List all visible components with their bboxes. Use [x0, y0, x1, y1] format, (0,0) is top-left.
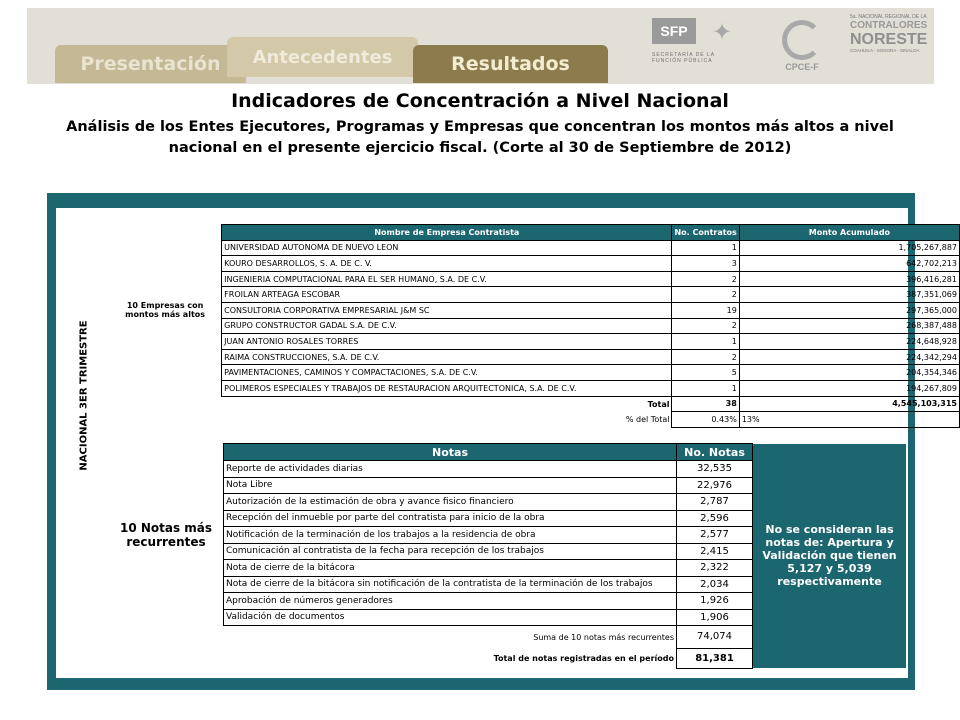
- empresa-count: 2: [672, 287, 739, 303]
- empresa-count: 2: [672, 271, 739, 287]
- notas-sum-label: Suma de 10 notas más recurrentes: [533, 632, 674, 642]
- empresa-count: 3: [672, 256, 739, 272]
- empresa-name: KOURO DESARROLLOS, S. A. DE C. V.: [222, 256, 672, 272]
- notas-header-name: Notas: [224, 444, 677, 461]
- empresa-name: JUAN ANTONIO ROSALES TORRES: [222, 334, 672, 350]
- empresa-name: GRUPO CONSTRUCTOR GADAL S.A. DE C.V.: [222, 318, 672, 334]
- empresas-total-label: Total: [647, 399, 670, 409]
- empresas-pct-amount: 13%: [739, 412, 959, 428]
- empresa-amount: 1,705,267,887: [739, 240, 959, 256]
- table-row: [109, 256, 960, 272]
- empresas-total-count: 38: [672, 396, 739, 412]
- nota-count: 2,322: [677, 560, 753, 577]
- sfp-logo-text: SFP: [652, 18, 696, 44]
- sfp-logo-caption: SECRETARÍA DE LA FUNCIÓN PÚBLICA: [652, 52, 715, 64]
- empresa-count: 1: [672, 334, 739, 350]
- notas-total-label: Total de notas registradas en el período: [493, 653, 674, 663]
- nota-count: 1,906: [677, 609, 753, 626]
- empresa-count: 2: [672, 349, 739, 365]
- notas-side-note: No se consideran las notas de: Apertura y Validación que tienen 5,127 y 5,039 respectivamente: [753, 444, 907, 669]
- table-row: [109, 380, 960, 396]
- nota-count: 32,535: [677, 461, 753, 478]
- nota-name: Autorización de la estimación de obra y avance fisico financiero: [224, 494, 677, 511]
- page-subtitle: Análisis de los Entes Ejecutores, Programas y Empresas que concentran los montos más altos a nivel nacional en el presente ejercicio fiscal. (Corte al 30 de Septiembre de 2012): [66, 119, 894, 156]
- nota-name: Notificación de la terminación de los trabajos a la residencia de obra: [224, 527, 677, 544]
- nota-count: 2,596: [677, 510, 753, 527]
- empresa-name: FROILAN ARTEAGA ESCOBAR: [222, 287, 672, 303]
- table-row: [109, 349, 960, 365]
- notas-header-count: No. Notas: [677, 444, 753, 461]
- empresa-name: PAVIMENTACIONES, CAMINOS Y COMPACTACIONES, S.A. DE C.V.: [222, 365, 672, 381]
- contralores-line-a: 5a. NACIONAL REGIONAL DE LA: [850, 14, 927, 20]
- empresa-name: UNIVERSIDAD AUTONOMA DE NUEVO LEON: [222, 240, 672, 256]
- empresa-amount: 268,387,488: [739, 318, 959, 334]
- empresas-pct-count: 0.43%: [672, 412, 739, 428]
- eagle-icon: ✦: [711, 19, 733, 46]
- table-row: [109, 287, 960, 303]
- contralores-line-b: CONTRALORES: [850, 20, 928, 31]
- notas-table: [109, 443, 906, 669]
- contralores-line-c: NORESTE: [850, 31, 928, 48]
- nota-count: 2,787: [677, 494, 753, 511]
- empresa-amount: 387,351,069: [739, 287, 959, 303]
- empresa-name: INGENIERIA COMPUTACIONAL PARA EL SER HUMANO, S.A. DE C.V.: [222, 271, 672, 287]
- contralores-noreste-logo: [850, 14, 934, 80]
- notas-category: 10 Notas más recurrentes: [109, 444, 224, 626]
- vertical-label-text: NACIONAL 3ER TRIMESTRE: [78, 319, 90, 471]
- empresa-name: POLIMEROS ESPECIALES Y TRABAJOS DE RESTAURACION ARQUITECTONICA, S.A. DE C.V.: [222, 380, 672, 396]
- empresa-amount: 396,416,281: [739, 271, 959, 287]
- empresas-total-row: [109, 396, 960, 412]
- empresas-header-count: No. Contratos: [672, 225, 739, 241]
- empresas-header-amount: Monto Acumulado: [739, 225, 959, 241]
- tab-antecedentes[interactable]: Antecedentes: [227, 37, 418, 77]
- nota-name: Recepción del inmueble por parte del contratista para inicio de la obra: [224, 510, 677, 527]
- sfp-logo: [652, 18, 746, 78]
- nota-name: Nota de cierre de la bitácora sin notificación de la contratista de la terminación de los trabajos: [224, 576, 677, 593]
- table-row: [109, 365, 960, 381]
- empresa-name: RAIMA CONSTRUCCIONES, S.A. DE C.V.: [222, 349, 672, 365]
- empresas-header-name: Nombre de Empresa Contratista: [222, 225, 672, 241]
- nota-name: Nota de cierre de la bitácora: [224, 560, 677, 577]
- nota-count: 22,976: [677, 477, 753, 494]
- nota-count: 2,034: [677, 576, 753, 593]
- empresa-count: 5: [672, 365, 739, 381]
- empresas-total-amount: 4,545,103,315: [739, 396, 959, 412]
- contralores-line-d: COAHUILA - SONORA - SINALOA: [850, 48, 920, 53]
- empresas-pct-label: % del Total: [625, 414, 670, 424]
- notas-sum-value: 74,074: [677, 626, 753, 649]
- empresa-amount: 204,354,346: [739, 365, 959, 381]
- tab-presentacion[interactable]: Presentación: [55, 45, 246, 83]
- nota-name: Reporte de actividades diarias: [224, 461, 677, 478]
- table-row: [109, 240, 960, 256]
- empresa-amount: 297,365,000: [739, 302, 959, 318]
- cpce-ring-icon: [782, 20, 822, 60]
- empresas-pct-row: [109, 412, 960, 428]
- cpce-logo: [772, 20, 832, 76]
- empresas-table: [109, 224, 960, 428]
- nota-count: 2,577: [677, 527, 753, 544]
- table-row: [109, 318, 960, 334]
- notas-total-value: 81,381: [677, 648, 753, 668]
- empresa-amount: 194,267,809: [739, 380, 959, 396]
- empresa-amount: 224,342,294: [739, 349, 959, 365]
- empresa-amount: 224,648,928: [739, 334, 959, 350]
- table-row: [109, 334, 960, 350]
- nota-name: Nota Libre: [224, 477, 677, 494]
- empresa-count: 1: [672, 240, 739, 256]
- empresa-amount: 642,702,213: [739, 256, 959, 272]
- empresa-name: CONSULTORIA CORPORATIVA EMPRESARIAL J&M SC: [222, 302, 672, 318]
- nota-name: Validación de documentos: [224, 609, 677, 626]
- nota-count: 1,926: [677, 593, 753, 610]
- table-row: [109, 271, 960, 287]
- nota-name: Aprobación de números generadores: [224, 593, 677, 610]
- table-row: [109, 302, 960, 318]
- tab-resultados[interactable]: Resultados: [413, 45, 608, 83]
- cpce-logo-text: CPCE-F: [785, 62, 819, 72]
- empresa-count: 2: [672, 318, 739, 334]
- nota-name: Comunicación al contratista de la fecha para recepción de los trabajos: [224, 543, 677, 560]
- page-title: Indicadores de Concentración a Nivel Nacional: [231, 90, 729, 112]
- empresa-count: 1: [672, 380, 739, 396]
- empresa-count: 19: [672, 302, 739, 318]
- nota-count: 2,415: [677, 543, 753, 560]
- empresas-category: 10 Empresas con montos más altos: [109, 225, 222, 397]
